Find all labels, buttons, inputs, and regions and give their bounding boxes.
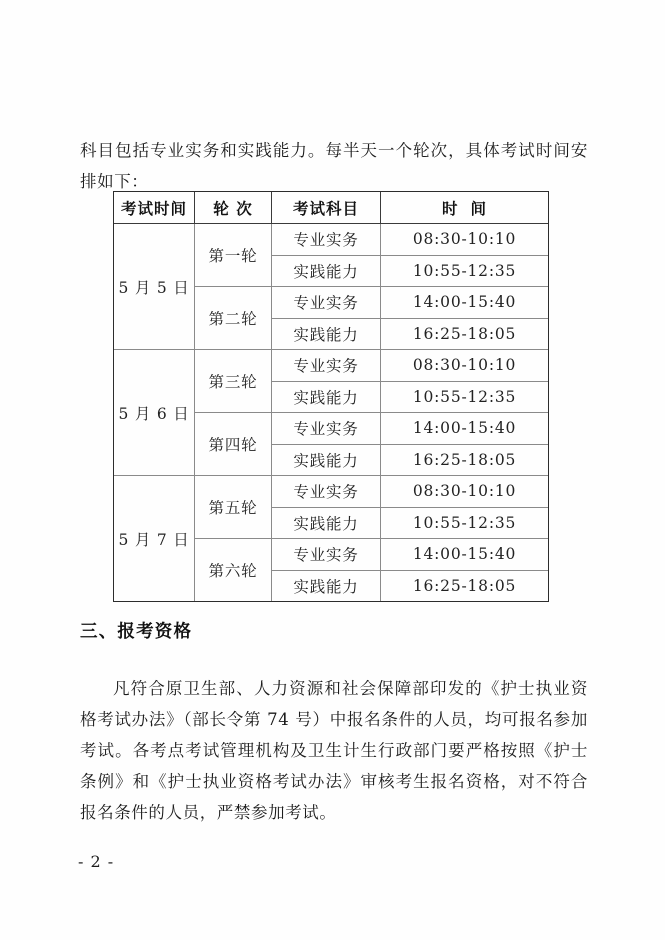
cell-time: 14:00-15:40: [381, 287, 549, 319]
cell-exam-date: 5 月 7 日: [114, 476, 195, 602]
cell-subject: 实践能力: [272, 381, 381, 413]
cell-subject: 专业实务: [272, 476, 381, 508]
column-header-time-left: 时: [441, 199, 459, 218]
section-heading-qualification: 三、报考资格: [80, 622, 193, 642]
cell-round: 第五轮: [195, 476, 272, 539]
cell-time: 16:25-18:05: [381, 570, 549, 602]
table-header: [114, 192, 549, 224]
intro-paragraph: 科目包括专业实务和实践能力。每半天一个轮次，具体考试时间安排如下：: [80, 140, 588, 191]
cell-subject: 实践能力: [272, 255, 381, 287]
cell-subject: 专业实务: [272, 287, 381, 319]
exam-schedule-table-wrapper: [113, 191, 548, 602]
cell-subject: 专业实务: [272, 224, 381, 256]
cell-subject: 实践能力: [272, 318, 381, 350]
cell-time: 10:55-12:35: [381, 507, 549, 539]
cell-time: 08:30-10:10: [381, 350, 549, 382]
cell-round: 第二轮: [195, 287, 272, 350]
exam-schedule-table: [113, 191, 549, 602]
cell-time: 16:25-18:05: [381, 444, 549, 476]
cell-time: 14:00-15:40: [381, 413, 549, 445]
cell-time: 08:30-10:10: [381, 224, 549, 256]
cell-subject: 实践能力: [272, 507, 381, 539]
cell-subject: 实践能力: [272, 444, 381, 476]
column-header-time-right: 间: [470, 199, 488, 218]
table-header-row: [114, 192, 549, 224]
cell-round: 第四轮: [195, 413, 272, 476]
table-row: [114, 476, 549, 508]
table-row: [114, 224, 549, 256]
cell-subject: 专业实务: [272, 539, 381, 571]
cell-subject: 实践能力: [272, 570, 381, 602]
cell-time: 10:55-12:35: [381, 381, 549, 413]
cell-round: 第一轮: [195, 224, 272, 287]
column-header-time: [381, 192, 549, 224]
table-body: [114, 224, 549, 602]
table-row: [114, 350, 549, 382]
column-header-subject: 考试科目: [272, 192, 381, 224]
cell-subject: 专业实务: [272, 413, 381, 445]
column-header-round: 轮 次: [195, 192, 272, 224]
cell-exam-date: 5 月 5 日: [114, 224, 195, 350]
cell-time: 16:25-18:05: [381, 318, 549, 350]
cell-time: 14:00-15:40: [381, 539, 549, 571]
qualification-paragraph: 凡符合原卫生部、人力资源和社会保障部印发的《护士执业资格考试办法》（部长令第 74 号）中报名条件的人员，均可报名参加考试。各考点考试管理机构及卫生计生行政部门要严格按照《护士条例》和《护士执业资格考试办法》审核考生报名资格，对不符合报名条件的人员，严禁参加考试。: [80, 678, 588, 822]
cell-time: 10:55-12:35: [381, 255, 549, 287]
cell-round: 第六轮: [195, 539, 272, 602]
column-header-exam-date: 考试时间: [114, 192, 195, 224]
cell-exam-date: 5 月 6 日: [114, 350, 195, 476]
cell-time: 08:30-10:10: [381, 476, 549, 508]
cell-round: 第三轮: [195, 350, 272, 413]
cell-subject: 专业实务: [272, 350, 381, 382]
page-number: - 2 -: [78, 852, 115, 871]
